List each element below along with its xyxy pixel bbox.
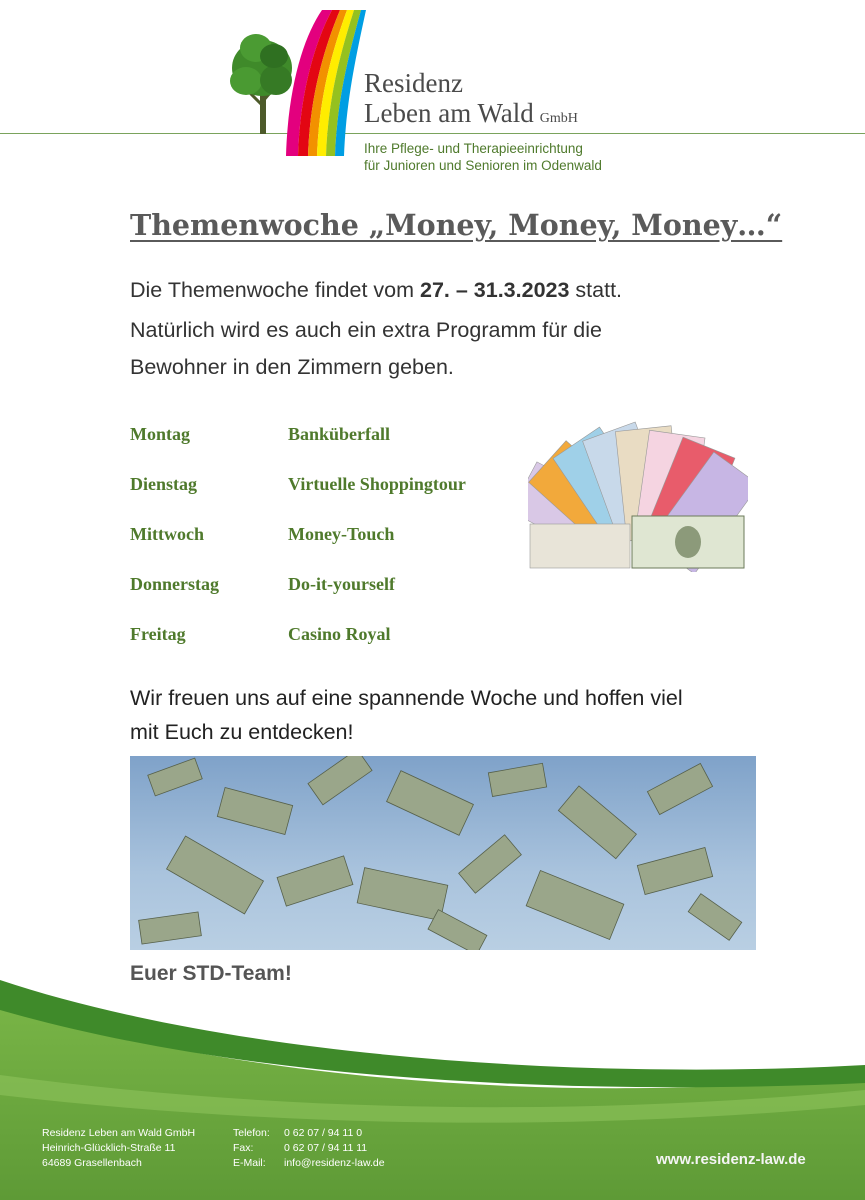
footer-fax-label: Fax: [233,1142,254,1154]
schedule-day: Montag [130,424,190,444]
closing-line1: Wir freuen uns auf eine spannende Woche und hoffen viel [130,686,683,710]
footer-city: 64689 Grasellenbach [42,1157,142,1169]
footer-contact-labels [233,1126,270,1171]
brand-name-line1: Residenz [364,68,463,98]
tagline-line2: für Junioren und Senioren im Odenwald [364,158,602,173]
schedule-topic: Do-it-yourself [288,574,395,594]
footer-address [42,1126,195,1171]
page-title: Themenwoche „Money, Money, Money…“ [130,208,783,242]
footer-email[interactable]: info@residenz-law.de [284,1157,385,1169]
intro-before: Die Themenwoche findet vom [130,278,420,302]
header-rule [0,133,865,134]
logo-tree-rainbow-icon [226,6,366,158]
schedule-topic: Money-Touch [288,524,395,544]
schedule-topic: Virtuelle Shoppingtour [288,474,466,494]
schedule-day: Donnerstag [130,574,219,594]
footer-contact-values [284,1126,385,1171]
intro-line3: Bewohner in den Zimmern geben. [130,355,454,379]
intro-dates [130,278,622,303]
rainbow-icon [286,10,366,156]
intro-date-range: 27. – 31.3.2023 [420,278,570,302]
schedule-day: Mittwoch [130,524,204,544]
footer-website-link[interactable]: www.residenz-law.de [656,1151,806,1168]
footer-phone: 0 62 07 / 94 11 0 [284,1127,363,1139]
banknote-fan-image [528,420,748,572]
schedule-topic: Casino Royal [288,624,391,644]
tagline-line1: Ihre Pflege- und Therapieeinrichtung [364,141,583,156]
intro-after: statt. [569,278,623,302]
brand-name-main: Leben am Wald [364,98,534,128]
footer-phone-label: Telefon: [233,1127,270,1139]
brand-name-line2 [364,100,578,127]
schedule-topic: Banküberfall [288,424,391,444]
closing-line2: mit Euch zu entdecken! [130,720,354,744]
intro-line2: Natürlich wird es auch ein extra Programm für die [130,318,602,342]
footer-company: Residenz Leben am Wald GmbH [42,1127,196,1139]
signoff: Euer STD-Team! [130,962,292,985]
tree-icon [230,34,292,134]
schedule-day: Dienstag [130,474,197,494]
flying-money-photo [130,756,756,950]
brand-suffix: GmbH [539,111,578,126]
footer-street: Heinrich-Glücklich-Straße 11 [42,1142,176,1154]
schedule-day: Freitag [130,624,186,644]
footer-fax: 0 62 07 / 94 11 11 [284,1142,368,1154]
footer-email-label: E-Mail: [233,1157,266,1169]
banknotes-image [130,756,756,950]
